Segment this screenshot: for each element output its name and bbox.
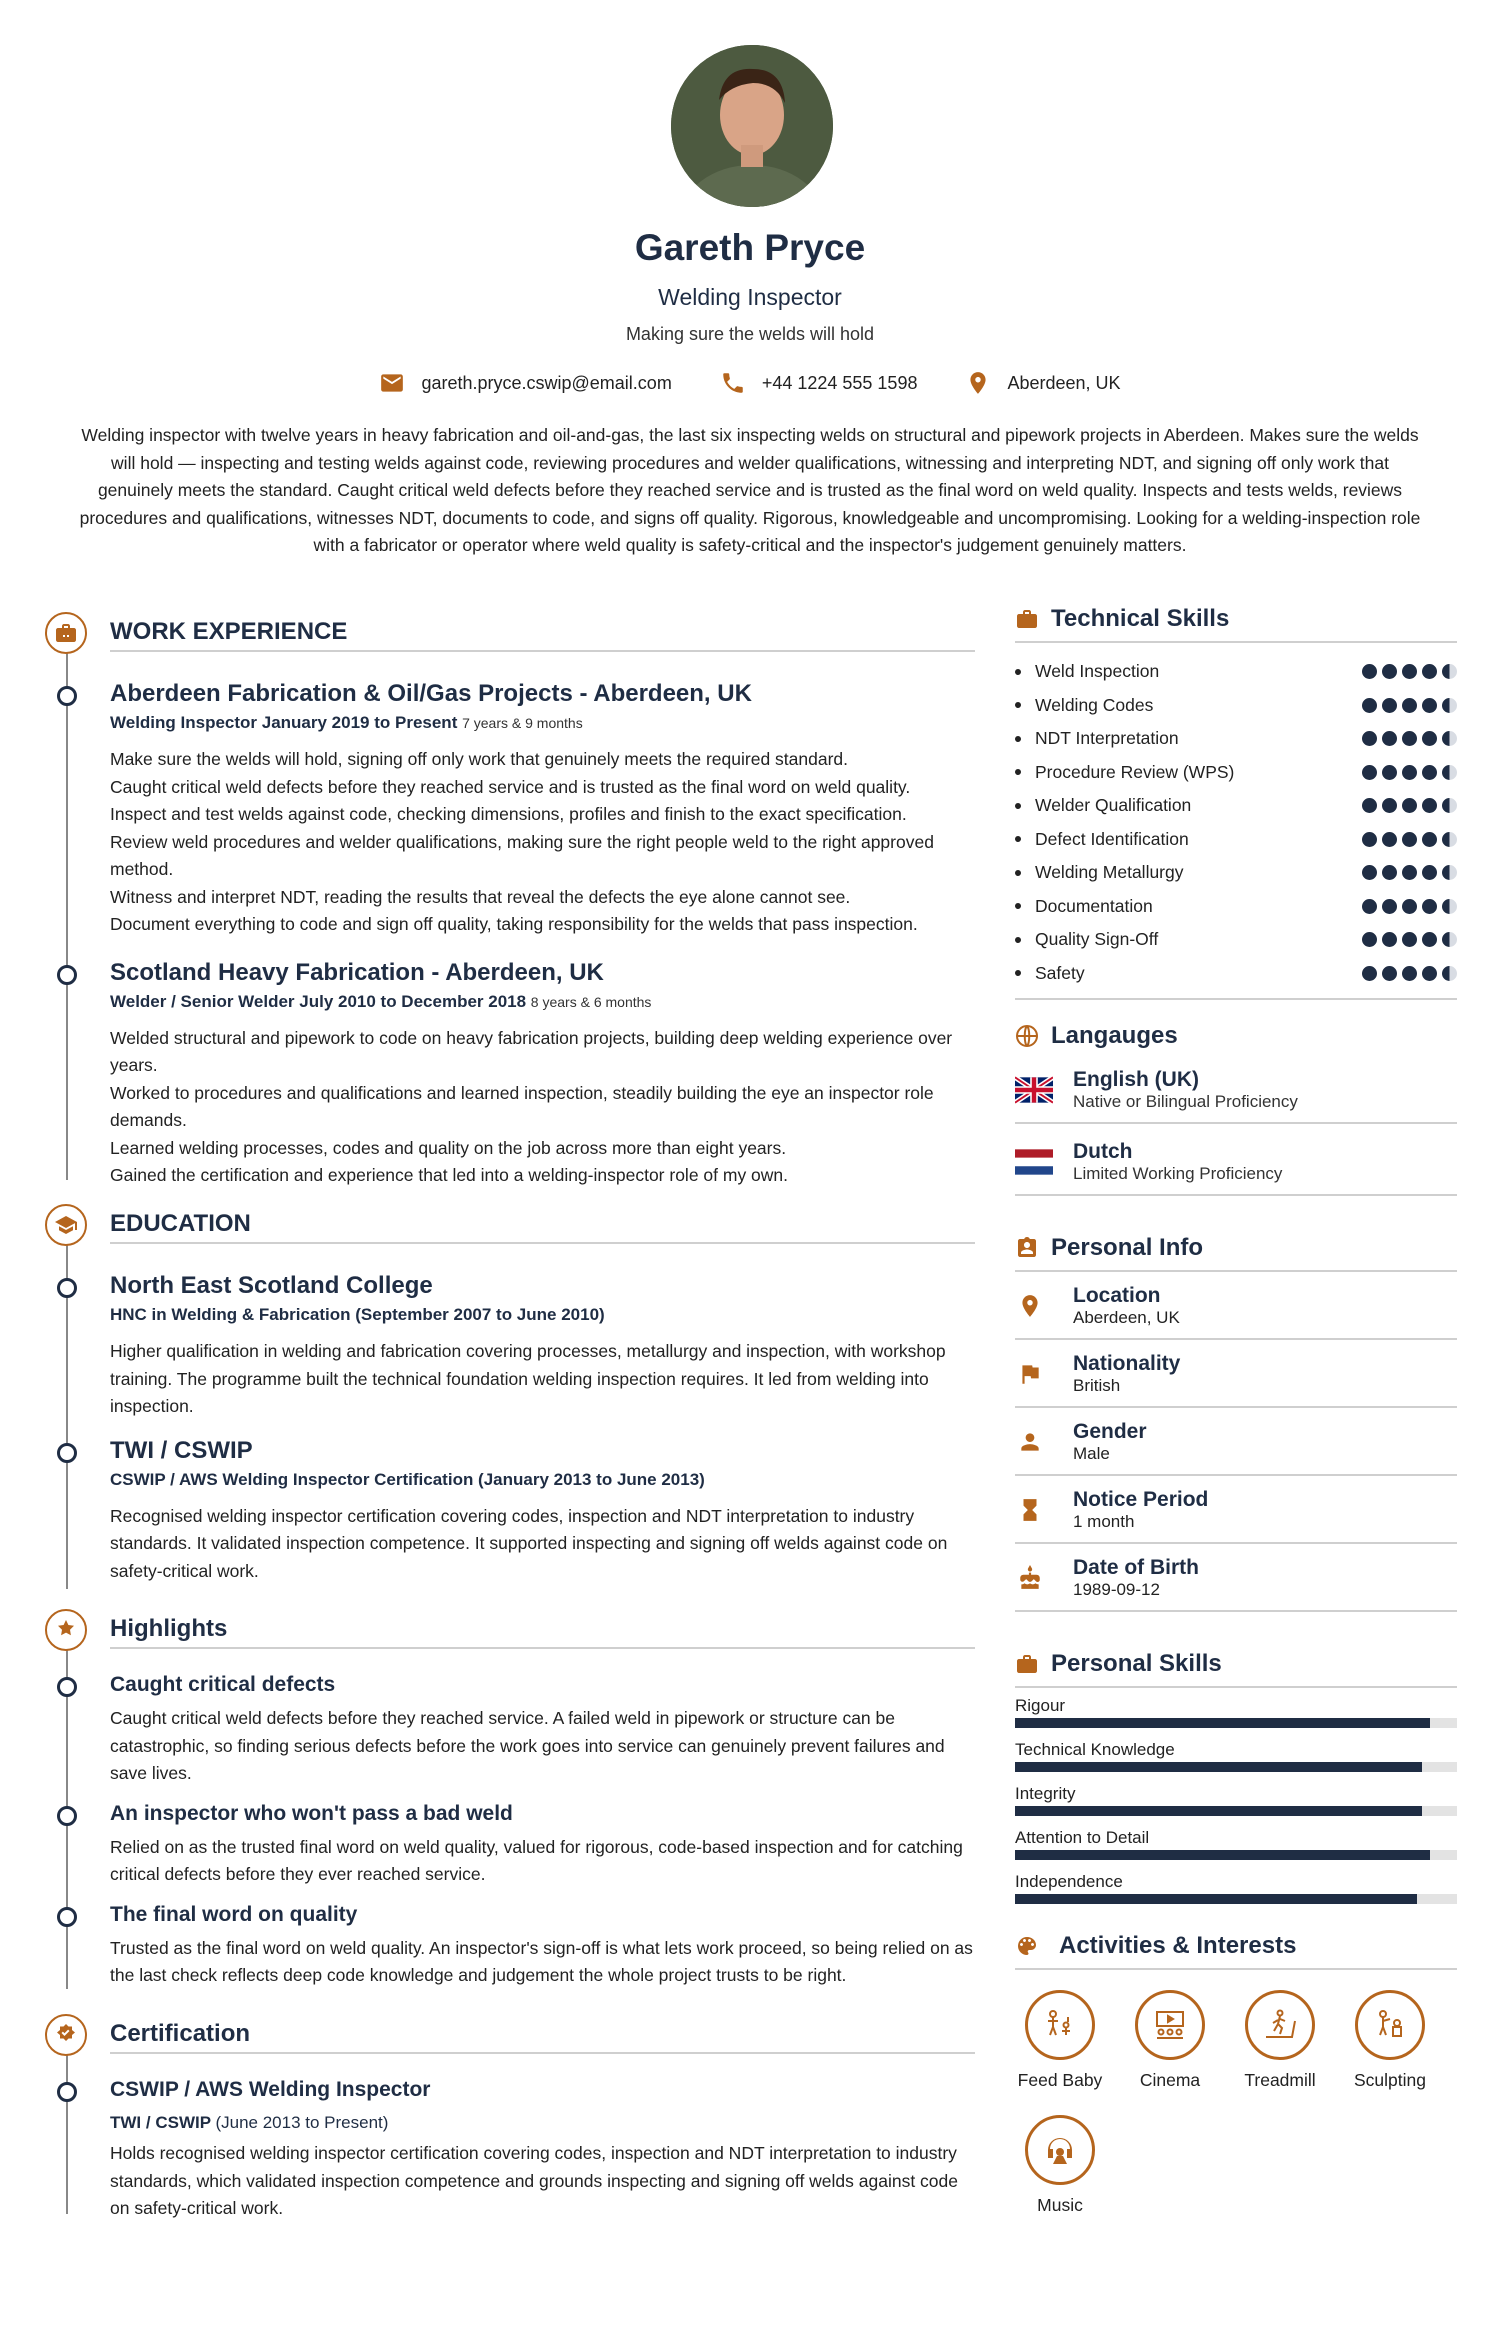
- rating-dot: [1382, 932, 1397, 947]
- rating-dot: [1402, 664, 1417, 679]
- company-name: Scotland Heavy Fabrication - Aberdeen, UK: [110, 958, 604, 986]
- rating-dot: [1422, 932, 1437, 947]
- right-column: [1015, 605, 1457, 2216]
- skill-name-wrap: [1015, 862, 1184, 883]
- section-header: [1015, 1022, 1457, 1058]
- skill-rating: [1362, 865, 1457, 880]
- contact-bar: [0, 370, 1500, 396]
- skill-level-fill: [1015, 1762, 1422, 1772]
- rating-dot: [1422, 765, 1437, 780]
- job-description: [110, 746, 975, 939]
- skill-level-bar: [1015, 1806, 1457, 1816]
- bullet-dot: [1015, 836, 1021, 842]
- interest-item: [1015, 2115, 1105, 2216]
- palette-icon: [1015, 1934, 1039, 1958]
- rating-dot: [1382, 798, 1397, 813]
- rating-dot: [1422, 798, 1437, 813]
- timeline-dot: [57, 1806, 77, 1826]
- skill-name-wrap: [1015, 896, 1153, 917]
- technical-skill-row: [1015, 655, 1457, 689]
- technical-skill-row: [1015, 923, 1457, 957]
- rating-dot: [1442, 798, 1457, 813]
- personal-skills-list: [1015, 1694, 1457, 1904]
- personal-skill-name: Integrity: [1015, 1784, 1076, 1803]
- skill-rating: [1362, 698, 1457, 713]
- timeline-dot: [57, 1677, 77, 1697]
- info-value: Male: [1073, 1444, 1110, 1463]
- certification-section: [45, 2012, 975, 2222]
- personal-skill-item: [1015, 1870, 1457, 1904]
- technical-skill-row: [1015, 722, 1457, 756]
- rating-dot: [1402, 865, 1417, 880]
- section-title: Langauges: [1051, 1022, 1178, 1049]
- info-label: Notice Period: [1073, 1488, 1209, 1511]
- contact-email[interactable]: [379, 370, 671, 396]
- skill-name-wrap: [1015, 829, 1189, 850]
- job-bullet: Learned welding processes, codes and quality on the job across more than eight years.: [110, 1137, 787, 1158]
- degree: CSWIP / AWS Welding Inspector Certification (January 2013 to June 2013): [110, 1469, 705, 1489]
- personal-skill-item: [1015, 1738, 1457, 1772]
- interest-name: Feed Baby: [1017, 2070, 1103, 2090]
- bullet-dot: [1015, 769, 1021, 775]
- info-value: 1 month: [1073, 1512, 1135, 1531]
- rating-dot: [1382, 698, 1397, 713]
- skill-level-fill: [1015, 1850, 1430, 1860]
- bullet-dot: [1015, 669, 1021, 675]
- rating-dot: [1422, 664, 1437, 679]
- rating-dot: [1362, 932, 1377, 947]
- bullet-dot: [1015, 702, 1021, 708]
- highlight-title: Caught critical defects: [110, 1673, 336, 1696]
- rating-dot: [1442, 698, 1457, 713]
- briefcase-icon: [45, 612, 87, 654]
- section-header: [45, 610, 975, 658]
- sculpting-icon: [1370, 2005, 1410, 2045]
- skill-rating: [1362, 765, 1457, 780]
- avatar: [671, 45, 833, 207]
- certification-entry: [45, 2074, 975, 2223]
- rating-dot: [1362, 865, 1377, 880]
- location-icon: [1017, 1293, 1043, 1319]
- job-bullet: Worked to procedures and qualifications and learned inspection, steadily building the eye an inspector role demands.: [110, 1082, 934, 1130]
- personal-skill-item: [1015, 1782, 1457, 1816]
- section-title: Activities & Interests: [1059, 1932, 1297, 1959]
- job-entry: [45, 957, 975, 1190]
- timeline-dot: [57, 1443, 77, 1463]
- section-header: [45, 1202, 975, 1250]
- personal-skill-name: Rigour: [1015, 1696, 1066, 1715]
- personal-skill-name: Technical Knowledge: [1015, 1740, 1175, 1759]
- info-value: Aberdeen, UK: [1073, 1308, 1180, 1327]
- bullet-dot: [1015, 736, 1021, 742]
- rating-dot: [1422, 966, 1437, 981]
- rating-dot: [1382, 664, 1397, 679]
- highlight-entry: [45, 1899, 975, 1990]
- rating-dot: [1422, 698, 1437, 713]
- school-name: TWI / CSWIP: [110, 1436, 253, 1464]
- technical-skill-row: [1015, 890, 1457, 924]
- highlight-entry: [45, 1669, 975, 1788]
- technical-skill-row: [1015, 756, 1457, 790]
- interest-item: [1345, 1990, 1435, 2091]
- technical-skills-list: [1015, 655, 1457, 1000]
- highlight-text: Relied on as the trusted final word on weld quality, valued for rigorous, code-based inspection and for catching critical defects before they ever reached service.: [110, 1836, 963, 1884]
- info-nationality: [1015, 1340, 1457, 1408]
- rating-dot: [1402, 899, 1417, 914]
- language-item: [1015, 1062, 1457, 1124]
- job-description: [110, 1025, 975, 1190]
- skill-rating: [1362, 932, 1457, 947]
- rating-dot: [1442, 832, 1457, 847]
- rating-dot: [1362, 765, 1377, 780]
- divider: [110, 2052, 975, 2054]
- rating-dot: [1442, 899, 1457, 914]
- rating-dot: [1402, 765, 1417, 780]
- interest-name: Treadmill: [1244, 2070, 1316, 2090]
- rating-dot: [1402, 798, 1417, 813]
- skill-rating: [1362, 899, 1457, 914]
- skill-name: Welding Metallurgy: [1035, 862, 1184, 883]
- timeline-dot: [57, 1907, 77, 1927]
- star-hand-icon: [45, 1609, 87, 1651]
- degree: HNC in Welding & Fabrication (September 2007 to June 2010): [110, 1305, 605, 1324]
- skill-name: Safety: [1035, 962, 1085, 983]
- job-bullet: Welded structural and pipework to code on heavy fabrication projects, building deep welding experience over years.: [110, 1027, 953, 1075]
- issuer: TWI / CSWIP: [110, 2113, 211, 2132]
- interest-item: [1015, 1990, 1105, 2091]
- candidate-name: Gareth Pryce: [634, 227, 866, 268]
- interest-name: Cinema: [1139, 2070, 1201, 2090]
- skill-name: Defect Identification: [1035, 828, 1189, 849]
- netherlands-flag-icon: [1015, 1148, 1053, 1176]
- skill-name: Quality Sign-Off: [1035, 929, 1159, 950]
- certificate-badge-icon: [45, 2014, 87, 2056]
- skill-level-fill: [1015, 1718, 1430, 1728]
- rating-dot: [1382, 731, 1397, 746]
- section-header: [45, 1607, 975, 1655]
- highlight-text: Caught critical weld defects before they reached service. A failed weld in pipework or structure can be catastrophic, so finding serious defects before the work goes into service can genuinely prevent failures and save lives.: [110, 1708, 945, 1783]
- personal-skill-name: Attention to Detail: [1015, 1828, 1150, 1847]
- work-experience-section: [45, 610, 975, 1190]
- skill-name-wrap: [1015, 963, 1085, 984]
- rating-dot: [1382, 832, 1397, 847]
- location-pin-icon: [965, 370, 991, 396]
- job-entry: [45, 678, 975, 939]
- highlight-title: The final word on quality: [110, 1902, 358, 1926]
- skill-level-bar: [1015, 1894, 1457, 1904]
- skill-level-bar: [1015, 1718, 1457, 1728]
- briefcase-icon: [1015, 1652, 1039, 1676]
- personal-skills-section: [1015, 1650, 1457, 1904]
- info-label: Nationality: [1073, 1352, 1181, 1375]
- job-bullet: Inspect and test welds against code, checking dimensions, profiles and finish to the exact specification.: [110, 804, 907, 824]
- rating-dot: [1382, 966, 1397, 981]
- certification-issuer-line: [110, 2110, 975, 2136]
- skill-name-wrap: [1015, 795, 1191, 816]
- role-text: Welder / Senior Welder July 2010 to December 2018: [110, 991, 527, 1011]
- technical-skill-row: [1015, 689, 1457, 723]
- info-label: Date of Birth: [1073, 1556, 1199, 1579]
- skill-name: Welder Qualification: [1035, 795, 1192, 816]
- rating-dot: [1362, 698, 1377, 713]
- bullet-dot: [1015, 903, 1021, 909]
- contact-location: [965, 370, 1120, 396]
- cert-dates: (June 2013 to Present): [215, 2113, 389, 2132]
- highlight-title: An inspector who won't pass a bad weld: [110, 1801, 513, 1825]
- section-header: [1015, 1234, 1457, 1272]
- email-text: gareth.pryce.cswip@email.com: [421, 372, 672, 393]
- bullet-dot: [1015, 803, 1021, 809]
- education-description: Higher qualification in welding and fabrication covering processes, metallurgy and inspection, with workshop training. The programme built the technical foundation welding inspection requires. It led from welding into inspection.: [110, 1341, 946, 1416]
- skill-level-bar: [1015, 1762, 1457, 1772]
- divider: [110, 650, 975, 652]
- email-icon: [379, 370, 405, 396]
- section-header: [1015, 1932, 1457, 1970]
- job-bullet: Make sure the welds will hold, signing off only work that genuinely meets the required standard.: [110, 749, 848, 769]
- feed-baby-icon: [1040, 2005, 1080, 2045]
- rating-dot: [1382, 899, 1397, 914]
- education-entry: [45, 1435, 975, 1586]
- section-header: [1015, 1650, 1457, 1688]
- language-level: Limited Working Proficiency: [1073, 1164, 1283, 1183]
- rating-dot: [1442, 731, 1457, 746]
- phone-icon: [720, 370, 746, 396]
- skill-name: Documentation: [1035, 895, 1153, 916]
- language-name: Dutch: [1073, 1140, 1133, 1163]
- highlights-section: [45, 1607, 975, 2012]
- certification-title: CSWIP / AWS Welding Inspector: [110, 2078, 431, 2101]
- section-title: Technical Skills: [1051, 605, 1230, 632]
- highlight-entry: [45, 1798, 975, 1889]
- rating-dot: [1422, 731, 1437, 746]
- rating-dot: [1442, 865, 1457, 880]
- skill-level-fill: [1015, 1894, 1417, 1904]
- graduation-cap-icon: [45, 1204, 87, 1246]
- section-header: [45, 2012, 975, 2060]
- education-entry: [45, 1270, 975, 1421]
- id-badge-icon: [1015, 1236, 1039, 1260]
- bullet-dot: [1015, 937, 1021, 943]
- rating-dot: [1362, 899, 1377, 914]
- treadmill-icon: [1260, 2005, 1300, 2045]
- rating-dot: [1422, 899, 1437, 914]
- contact-phone[interactable]: [720, 370, 918, 396]
- location-text: Aberdeen, UK: [1007, 372, 1121, 393]
- skill-name-wrap: [1015, 728, 1179, 749]
- technical-skill-row: [1015, 856, 1457, 890]
- rating-dot: [1402, 966, 1417, 981]
- rating-dot: [1362, 731, 1377, 746]
- info-label: Location: [1073, 1284, 1161, 1307]
- duration-text: 8 years & 6 months: [530, 993, 652, 1010]
- personal-info-section: [1015, 1234, 1457, 1612]
- interest-item: [1235, 1990, 1325, 2091]
- timeline-dot: [57, 2082, 77, 2102]
- rating-dot: [1382, 765, 1397, 780]
- duration-text: 7 years & 9 months: [462, 715, 583, 731]
- info-value: British: [1073, 1376, 1121, 1395]
- skill-name: Procedure Review (WPS): [1035, 761, 1235, 782]
- job-bullet: Review weld procedures and welder qualifications, making sure the right people weld to the right approved method.: [110, 831, 934, 879]
- skill-rating: [1362, 731, 1457, 746]
- music-icon: [1040, 2130, 1080, 2170]
- skill-rating: [1362, 832, 1457, 847]
- skill-name: NDT Interpretation: [1035, 728, 1179, 749]
- role-text: Welding Inspector January 2019 to Present: [110, 713, 458, 732]
- divider: [110, 1647, 975, 1649]
- flag-icon: [1017, 1361, 1043, 1387]
- info-notice-period: [1015, 1476, 1457, 1544]
- skill-level-bar: [1015, 1850, 1457, 1860]
- info-gender: [1015, 1408, 1457, 1476]
- skill-name: Weld Inspection: [1035, 661, 1160, 682]
- language-name: English (UK): [1073, 1068, 1199, 1091]
- skill-rating: [1362, 798, 1457, 813]
- briefcase-icon: [1015, 607, 1039, 631]
- skill-rating: [1362, 664, 1457, 679]
- cinema-icon: [1150, 2005, 1190, 2045]
- skill-name-wrap: [1015, 661, 1159, 682]
- cake-icon: [1017, 1565, 1043, 1591]
- left-column: [45, 610, 975, 2222]
- bullet-dot: [1015, 970, 1021, 976]
- technical-skill-row: [1015, 957, 1457, 991]
- profile-summary: Welding inspector with twelve years in heavy fabrication and oil-and-gas, the last six inspecting welds on structural and pipework projects in Aberdeen. Makes sure the welds will hold — inspecting and testing welds against code, reviewing procedures and welder qualifications, witnessing and interpreting NDT, and signing off only work that genuinely meets the standard. Caught critical weld defects before they reached service and is trusted as the final word on weld quality. Inspects and tests welds, reviews procedures and qualifications, witnesses NDT, documents to code, and signs off quality. Rigorous, knowledgeable and uncompromising. Looking for a welding-inspection role with a fabricator or operator where weld quality is safety-critical and the inspector's judgement genuinely matters.: [79, 425, 1421, 555]
- person-icon: [1017, 1429, 1043, 1455]
- company-name: Aberdeen Fabrication & Oil/Gas Projects - Aberdeen, UK: [110, 680, 752, 707]
- rating-dot: [1402, 932, 1417, 947]
- personal-skill-item: [1015, 1694, 1457, 1728]
- interest-item: [1125, 1990, 1215, 2091]
- section-header: [1015, 605, 1457, 643]
- rating-dot: [1362, 832, 1377, 847]
- section-title: WORK EXPERIENCE: [110, 618, 348, 645]
- section-title: Certification: [110, 2020, 251, 2047]
- info-value: 1989-09-12: [1073, 1580, 1160, 1599]
- info-label: Gender: [1073, 1420, 1147, 1443]
- languages-section: [1015, 1022, 1457, 1196]
- skill-name-wrap: [1015, 695, 1153, 716]
- job-bullet: Witness and interpret NDT, reading the results that reveal the defects the eye alone cannot see.: [110, 886, 851, 907]
- interest-name: Sculpting: [1354, 2070, 1426, 2090]
- job-bullet: Caught critical weld defects before they reached service and is trusted as the final word on weld quality.: [110, 776, 911, 797]
- technical-skill-row: [1015, 823, 1457, 857]
- rating-dot: [1402, 698, 1417, 713]
- phone-text: +44 1224 555 1598: [761, 372, 918, 393]
- tagline: Making sure the welds will hold: [625, 324, 875, 344]
- education-description: Recognised welding inspector certification covering codes, inspection and NDT interpretation to industry standards. It validated inspection competence. It supported inspecting and signing off welds against code on safety-critical work.: [110, 1505, 948, 1581]
- interests-section: [1015, 1932, 1457, 2216]
- section-title: EDUCATION: [110, 1210, 251, 1237]
- timeline-dot: [57, 1278, 77, 1298]
- highlight-text: Trusted as the final word on weld quality. An inspector's sign-off is what lets work proceed, so being relied on as the last check reflects deep code knowledge and judgement the whole project trusts to be right.: [110, 1937, 973, 1985]
- rating-dot: [1442, 765, 1457, 780]
- job-role: [110, 989, 975, 1015]
- skill-name: Welding Codes: [1035, 694, 1154, 715]
- skill-name-wrap: [1015, 762, 1234, 783]
- job-title: Welding Inspector: [658, 284, 842, 310]
- timeline-dot: [57, 965, 77, 985]
- rating-dot: [1442, 966, 1457, 981]
- skill-name-wrap: [1015, 929, 1158, 950]
- language-item: [1015, 1134, 1457, 1196]
- timeline-dot: [57, 686, 77, 706]
- rating-dot: [1382, 865, 1397, 880]
- section-title: Personal Info: [1051, 1234, 1204, 1261]
- section-title: Highlights: [110, 1615, 228, 1642]
- education-section: [45, 1202, 975, 1607]
- technical-skills-section: [1015, 605, 1457, 1000]
- job-bullet: Gained the certification and experience that led into a welding-inspector role of my own.: [110, 1165, 789, 1185]
- rating-dot: [1402, 832, 1417, 847]
- technical-skill-row: [1015, 789, 1457, 823]
- rating-dot: [1362, 966, 1377, 981]
- school-name: North East Scotland College: [110, 1272, 433, 1299]
- personal-skill-name: Independence: [1015, 1872, 1123, 1891]
- rating-dot: [1402, 731, 1417, 746]
- info-location: [1015, 1272, 1457, 1340]
- globe-icon: [1015, 1024, 1039, 1048]
- job-role: [110, 710, 975, 736]
- rating-dot: [1422, 865, 1437, 880]
- rating-dot: [1442, 932, 1457, 947]
- certification-text: Holds recognised welding inspector certification covering codes, inspection and NDT interpretation to industry standards, which validated inspection competence and grounds inspecting and signing off welds against code on safety-critical work.: [110, 2143, 959, 2218]
- interests-grid: [1015, 1982, 1457, 2216]
- rating-dot: [1362, 664, 1377, 679]
- skill-rating: [1362, 966, 1457, 981]
- section-title: Personal Skills: [1051, 1650, 1222, 1677]
- divider: [110, 1242, 975, 1244]
- bullet-dot: [1015, 870, 1021, 876]
- job-bullet: Document everything to code and sign off quality, taking responsibility for the welds that pass inspection.: [110, 914, 918, 934]
- uk-flag-icon: [1015, 1076, 1053, 1104]
- rating-dot: [1422, 832, 1437, 847]
- rating-dot: [1362, 798, 1377, 813]
- rating-dot: [1442, 664, 1457, 679]
- personal-skill-item: [1015, 1826, 1457, 1860]
- info-date-of-birth: [1015, 1544, 1457, 1612]
- language-level: Native or Bilingual Proficiency: [1073, 1092, 1298, 1111]
- interest-name: Music: [1037, 2195, 1083, 2215]
- skill-level-fill: [1015, 1806, 1422, 1816]
- hourglass-icon: [1017, 1497, 1043, 1523]
